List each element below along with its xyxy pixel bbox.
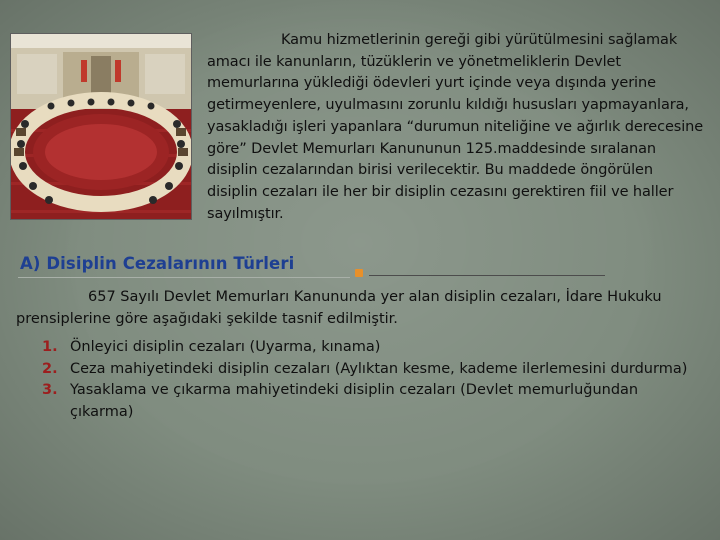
heading-underline [18,277,350,278]
list-item [42,359,702,381]
meeting-room-photo-icon [10,33,192,220]
list-item [42,380,702,423]
list-item-number: 1. [42,339,58,355]
list-item-number: 3. [42,382,58,399]
list-item-text: Yasaklama ve çıkarma mahiyetindeki disiplin cezaları (Devlet memurluğundan çıkarma) [70,382,639,421]
list-item-text: Ceza mahiyetindeki disiplin cezaları (Aylıktan kesme, kademe ilerlemesini durdurma) [70,360,688,377]
bullet-dot-icon [355,269,363,277]
list-item [42,337,702,359]
list-item-text: Önleyici disiplin cezaları (Uyarma, kınama) [70,339,381,355]
list-item-number: 2. [42,360,58,377]
section-heading: A) Disiplin Cezalarının Türleri [20,254,295,273]
intro-paragraph: Kamu hizmetlerinin gereği gibi yürütülmesini sağlamak amacı ile kanunların, tüzüklerin ve yönetmeliklerin Devlet memurlarına yüklediği ödevleri yurt içinde veya dışında yerine getirmeyenlere, uyulmasını zorunlu kıldığı hususları yapmayanlara, yasakladığı işleri yapanlara “durumun niteliğine ve ağırlık derecesine göre” Devlet Memurları Kanununun 125.maddesinde sıralanan disiplin cezalarından birisi verilecektir. Bu maddede öngörülen disiplin cezaları ile her bir disiplin cezasını gerektiren fiil ve haller sayılmıştır. [207,32,704,222]
penalty-type-list [42,337,702,424]
heading-divider [369,275,605,276]
section-paragraph: 657 Sayılı Devlet Memurları Kanununda yer alan disiplin cezaları, İdare Hukuku prensiplerine göre aşağıdaki şekilde tasnif edilmiştir. [16,289,662,327]
